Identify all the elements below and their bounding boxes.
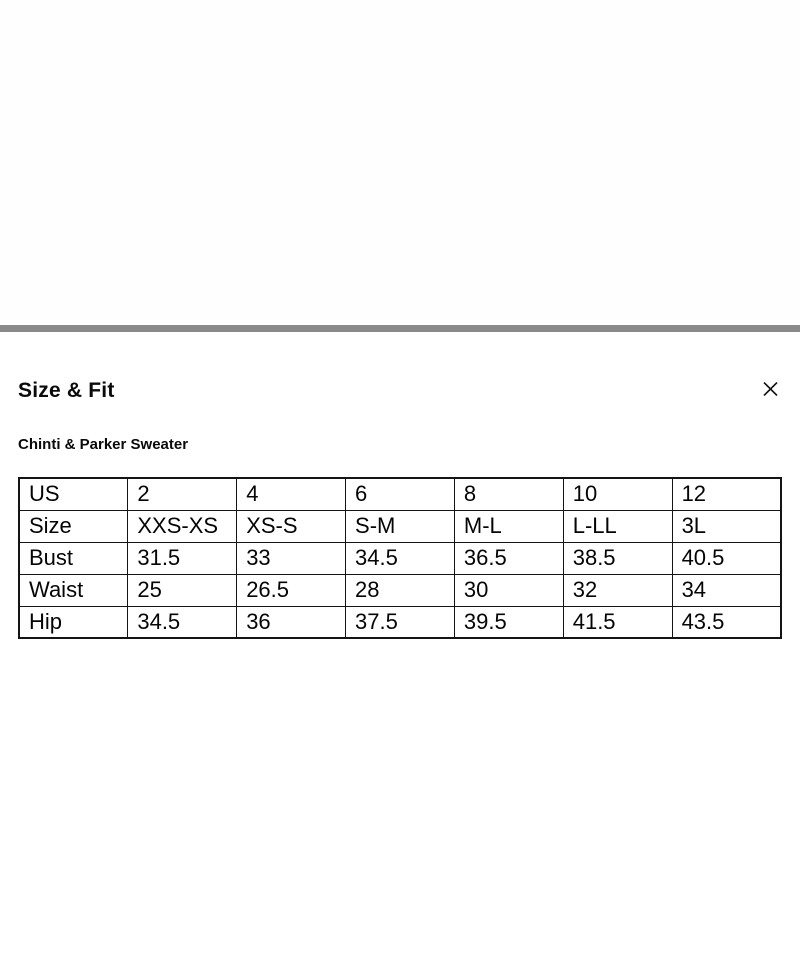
size-cell: XXS-XS xyxy=(128,510,237,542)
size-cell: 12 xyxy=(672,478,781,510)
size-cell: 36 xyxy=(237,606,346,638)
size-cell: 10 xyxy=(563,478,672,510)
close-button[interactable] xyxy=(763,382,778,396)
size-cell: 41.5 xyxy=(563,606,672,638)
size-chart-table xyxy=(18,477,782,639)
size-cell: 28 xyxy=(346,574,455,606)
size-cell: 25 xyxy=(128,574,237,606)
row-label: Bust xyxy=(19,542,128,574)
size-cell: 38.5 xyxy=(563,542,672,574)
size-cell: 31.5 xyxy=(128,542,237,574)
row-label: Hip xyxy=(19,606,128,638)
size-fit-modal xyxy=(0,381,800,639)
size-cell: L-LL xyxy=(563,510,672,542)
size-cell: 3L xyxy=(672,510,781,542)
row-label: Waist xyxy=(19,574,128,606)
size-cell: 32 xyxy=(563,574,672,606)
size-cell: 2 xyxy=(128,478,237,510)
size-cell: 36.5 xyxy=(454,542,563,574)
table-row-bust xyxy=(19,542,781,574)
size-cell: 8 xyxy=(454,478,563,510)
size-cell: 34 xyxy=(672,574,781,606)
close-icon xyxy=(763,382,778,396)
table-row-waist xyxy=(19,574,781,606)
table-row-us xyxy=(19,478,781,510)
size-cell: 40.5 xyxy=(672,542,781,574)
size-cell: 26.5 xyxy=(237,574,346,606)
page-top-background xyxy=(0,0,800,325)
product-name: Chinti & Parker Sweater xyxy=(18,436,189,453)
size-cell: XS-S xyxy=(237,510,346,542)
size-cell: 34.5 xyxy=(128,606,237,638)
modal-header xyxy=(18,381,782,401)
size-cell: 30 xyxy=(454,574,563,606)
table-row-size xyxy=(19,510,781,542)
row-label: Size xyxy=(19,510,128,542)
table-row-hip xyxy=(19,606,781,638)
size-cell: 39.5 xyxy=(454,606,563,638)
modal-top-divider xyxy=(0,325,800,332)
size-cell: 33 xyxy=(237,542,346,574)
size-cell: 37.5 xyxy=(346,606,455,638)
row-label: US xyxy=(19,478,128,510)
size-cell: 4 xyxy=(237,478,346,510)
modal-title: Size & Fit xyxy=(18,379,115,402)
size-cell: S-M xyxy=(346,510,455,542)
size-cell: 43.5 xyxy=(672,606,781,638)
size-cell: 34.5 xyxy=(346,542,455,574)
size-cell: 6 xyxy=(346,478,455,510)
size-cell: M-L xyxy=(454,510,563,542)
